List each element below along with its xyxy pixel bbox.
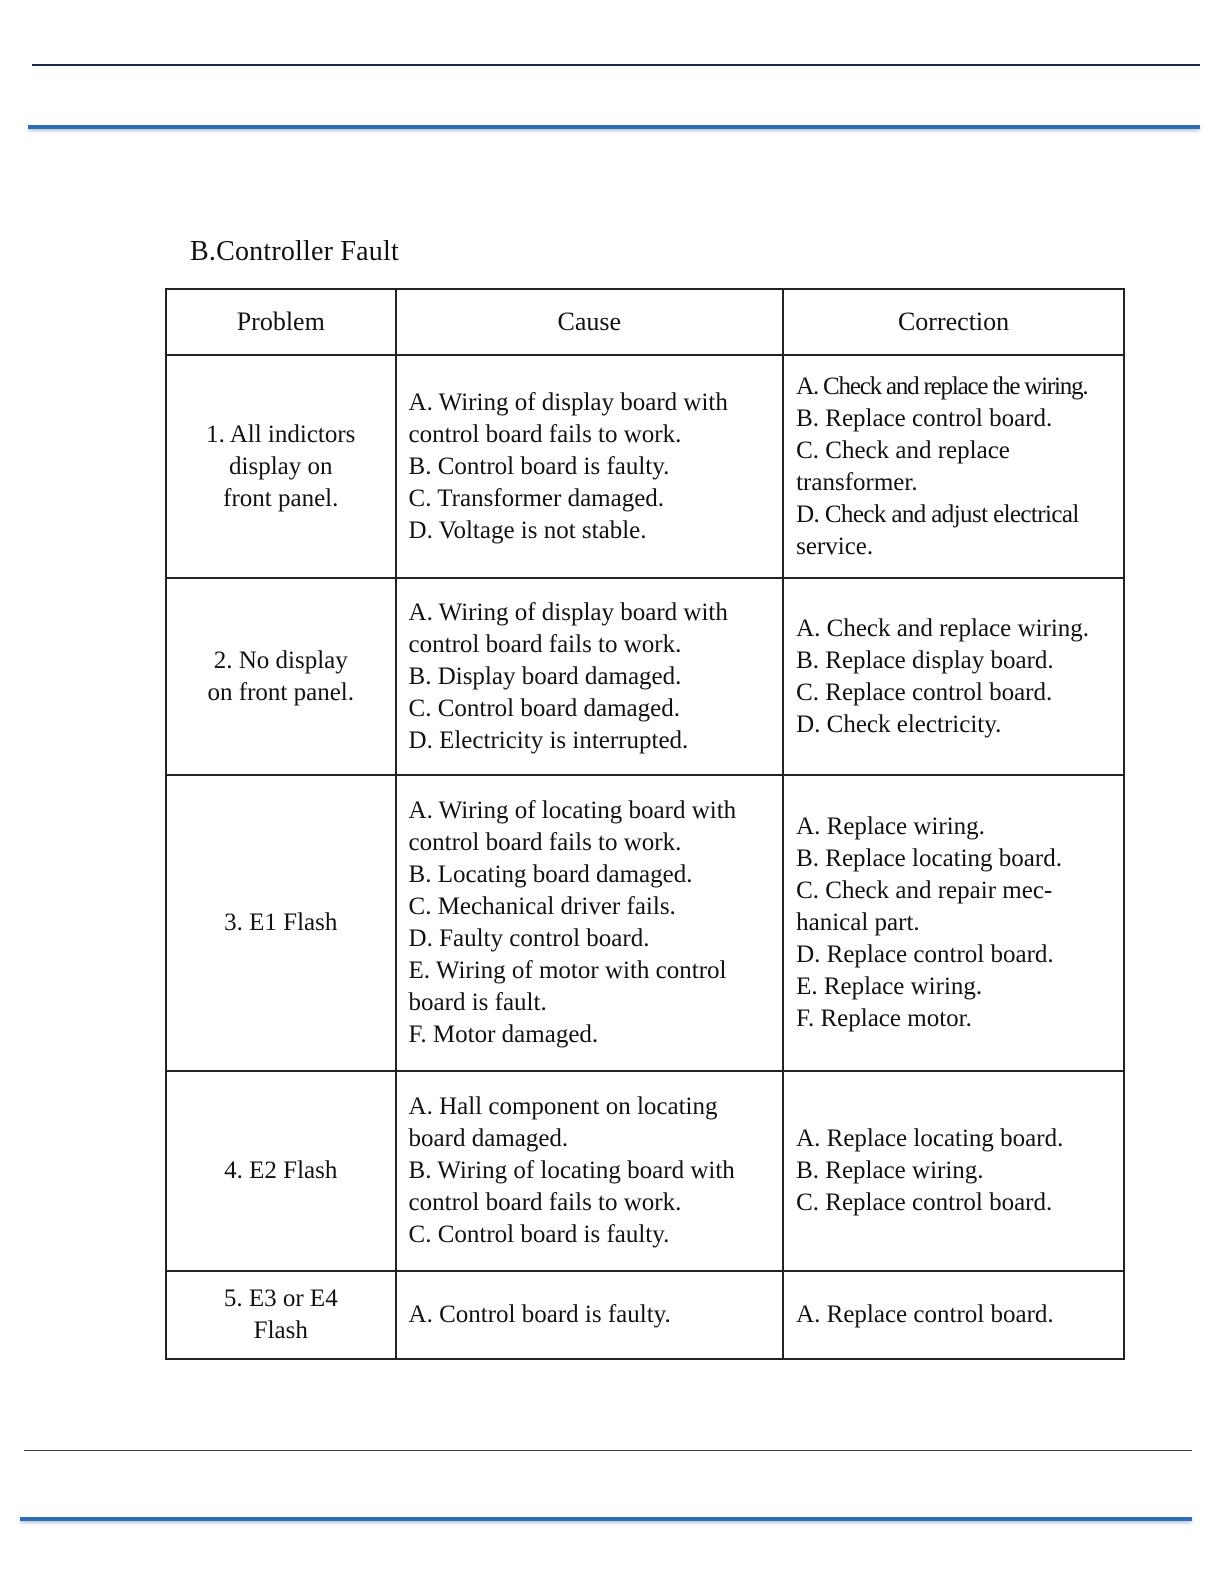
- cause-text: D. Electricity is interrupted.: [408, 726, 689, 754]
- table-row: [166, 1271, 1124, 1359]
- problem-text: 1. All indictors: [206, 420, 356, 448]
- correction-text: A. Check and replace the wiring.: [796, 372, 1088, 400]
- problem-text: on front panel.: [207, 678, 354, 706]
- cause-text: A. Wiring of display board with: [408, 388, 728, 416]
- cause-text: E. Wiring of motor with control: [408, 957, 727, 984]
- correction-cell: [783, 578, 1124, 775]
- cause-text: control board fails to work.: [408, 829, 682, 856]
- cause-cell: [396, 1271, 784, 1359]
- cause-cell: [396, 355, 784, 578]
- header-rule-accent: [28, 125, 1200, 129]
- correction-text: C. Replace control board.: [796, 1189, 1053, 1216]
- column-header-correction: Correction: [783, 289, 1124, 355]
- footer-rule-thin: [24, 1450, 1192, 1451]
- correction-cell: [783, 775, 1124, 1071]
- problem-text: display on: [229, 452, 333, 480]
- problem-cell: [166, 578, 396, 775]
- problem-cell: [166, 775, 396, 1071]
- problem-text: 2. No display: [213, 646, 348, 674]
- correction-text: A. Replace control board.: [796, 1301, 1054, 1328]
- column-header-cause: Cause: [396, 289, 784, 355]
- correction-cell: [783, 1271, 1124, 1359]
- cause-text: A. Hall component on locating: [408, 1093, 718, 1120]
- section-title: B.Controller Fault: [190, 236, 399, 267]
- cause-cell: [396, 578, 784, 775]
- correction-text: C. Check and repair mec-: [796, 877, 1053, 904]
- column-header-problem: Problem: [166, 289, 396, 355]
- table-row: [166, 775, 1124, 1071]
- problem-cell: [166, 355, 396, 578]
- problem-cell: [166, 1271, 396, 1359]
- cause-text: A. Control board is faulty.: [408, 1301, 671, 1328]
- controller-fault-table: [165, 288, 1125, 1360]
- cause-text: control board fails to work.: [408, 630, 682, 658]
- header-rule-thin: [32, 64, 1200, 66]
- cause-text: B. Display board damaged.: [408, 662, 682, 690]
- correction-text: A. Replace wiring.: [796, 813, 985, 840]
- correction-text: F. Replace motor.: [796, 1005, 972, 1032]
- cause-text: A. Wiring of display board with: [408, 598, 728, 626]
- correction-text: hanical part.: [796, 909, 920, 936]
- correction-text: B. Replace wiring.: [796, 1157, 984, 1184]
- footer-rule-accent: [20, 1517, 1192, 1521]
- cause-cell: [396, 775, 784, 1071]
- cause-text: F. Motor damaged.: [408, 1021, 599, 1048]
- cause-text: control board fails to work.: [408, 420, 682, 448]
- correction-text: D. Check and adjust electrical: [796, 500, 1079, 528]
- correction-text: D. Check electricity.: [796, 710, 1002, 738]
- correction-text: C. Check and replace: [796, 436, 1010, 464]
- cause-text: D. Faulty control board.: [408, 925, 650, 952]
- correction-text: service.: [796, 532, 874, 560]
- cause-text: C. Transformer damaged.: [408, 484, 665, 512]
- table-row: [166, 578, 1124, 775]
- correction-text: A. Replace locating board.: [796, 1125, 1064, 1152]
- problem-text: 4. E2 Flash: [224, 1157, 338, 1184]
- correction-text: B. Replace control board.: [796, 404, 1053, 432]
- table-header-row: [166, 289, 1124, 355]
- cause-cell: [396, 1071, 784, 1271]
- correction-cell: [783, 1071, 1124, 1271]
- cause-text: B. Control board is faulty.: [408, 452, 670, 480]
- cause-text: C. Mechanical driver fails.: [408, 893, 676, 920]
- cause-text: C. Control board is faulty.: [408, 1221, 670, 1248]
- problem-text: front panel.: [223, 484, 339, 512]
- problem-text: 3. E1 Flash: [224, 909, 338, 936]
- cause-text: B. Wiring of locating board with: [408, 1157, 735, 1184]
- cause-text: C. Control board damaged.: [408, 694, 681, 722]
- table-row: [166, 1071, 1124, 1271]
- correction-text: D. Replace control board.: [796, 941, 1054, 968]
- cause-text: control board fails to work.: [408, 1189, 682, 1216]
- cause-text: board damaged.: [408, 1125, 569, 1152]
- problem-text: 5. E3 or E4: [223, 1285, 338, 1312]
- cause-text: B. Locating board damaged.: [408, 861, 693, 888]
- correction-text: B. Replace display board.: [796, 646, 1054, 674]
- correction-text: C. Replace control board.: [796, 678, 1053, 706]
- cause-text: A. Wiring of locating board with: [408, 797, 737, 824]
- correction-text: A. Check and replace wiring.: [796, 614, 1090, 642]
- correction-cell: [783, 355, 1124, 578]
- correction-text: transformer.: [796, 468, 918, 496]
- problem-cell: [166, 1071, 396, 1271]
- cause-text: board is fault.: [408, 989, 547, 1016]
- cause-text: D. Voltage is not stable.: [408, 516, 647, 544]
- problem-text: Flash: [253, 1317, 308, 1344]
- table-row: [166, 355, 1124, 578]
- correction-text: E. Replace wiring.: [796, 973, 983, 1000]
- correction-text: B. Replace locating board.: [796, 845, 1062, 872]
